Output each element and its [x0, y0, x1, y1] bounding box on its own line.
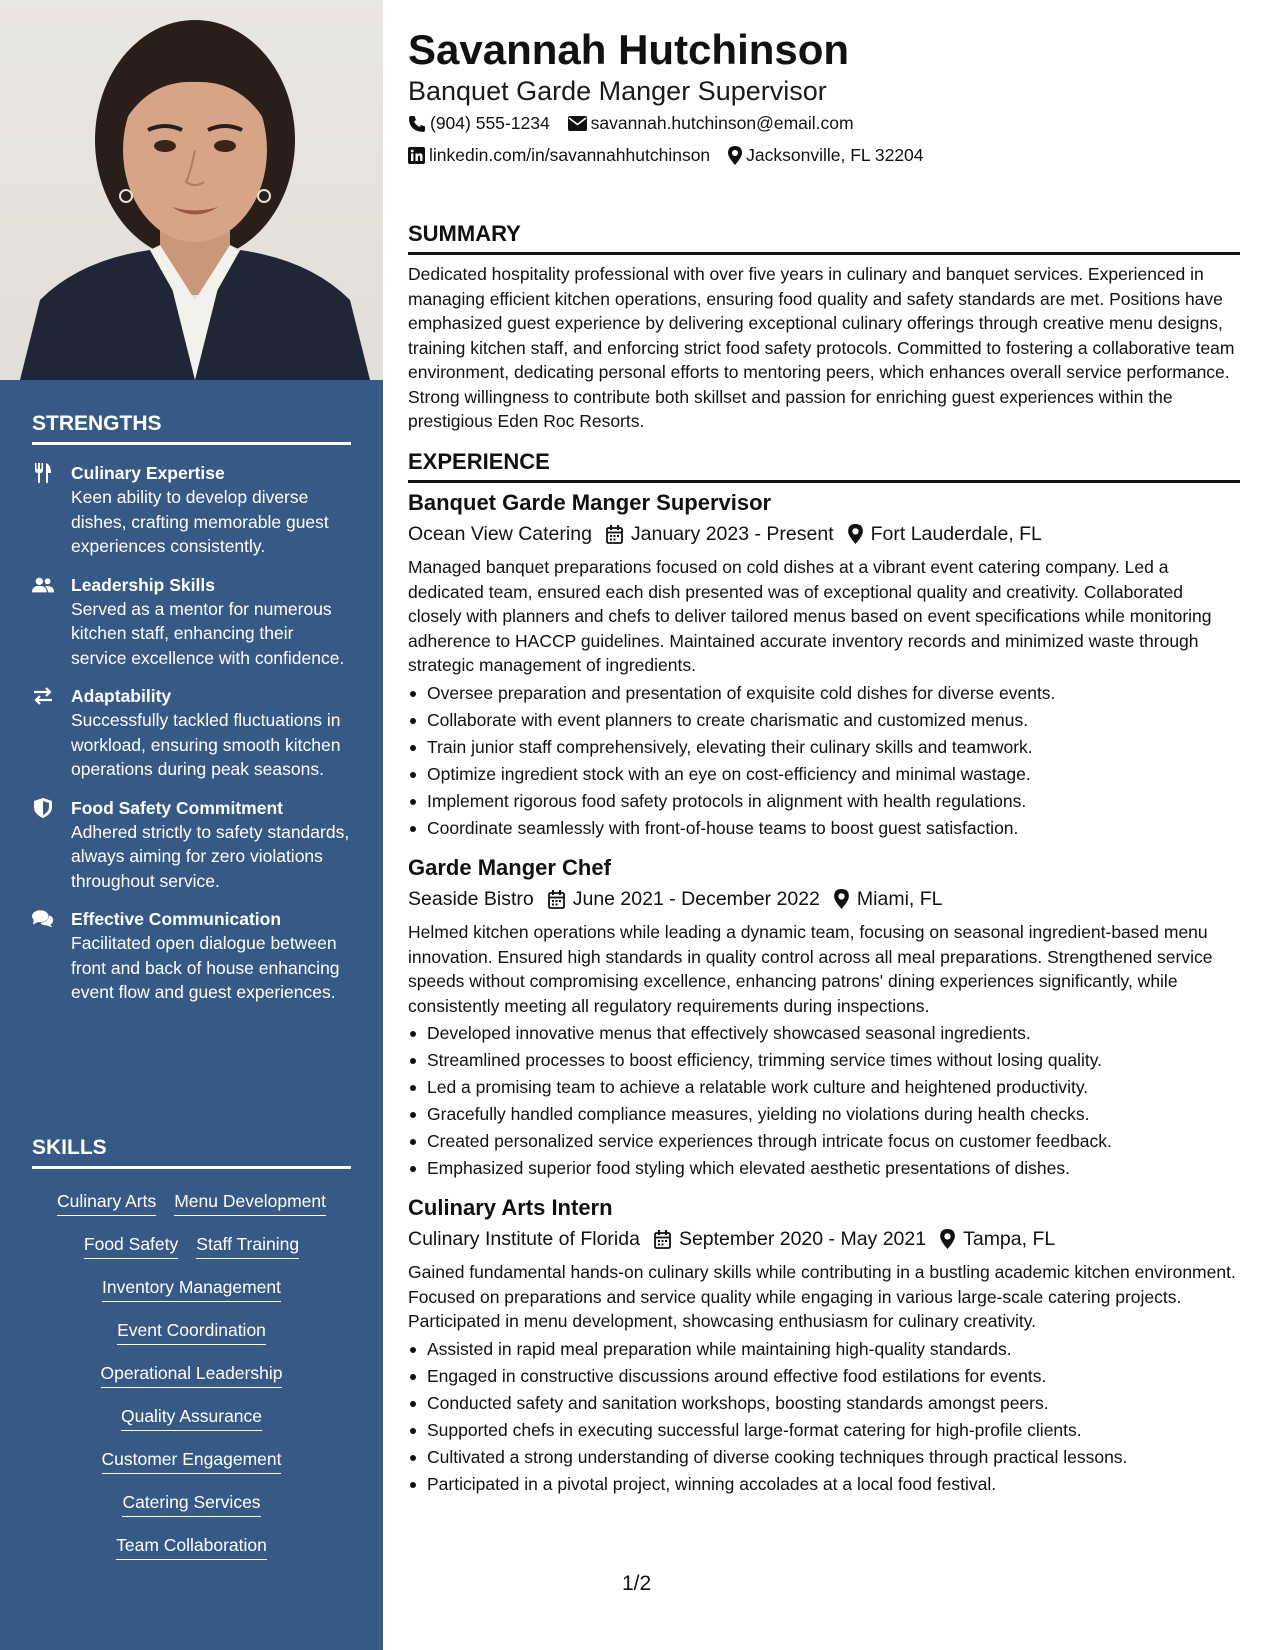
job-meta: [408, 520, 1240, 548]
bullet-item: Assisted in rapid meal preparation while maintaining high-quality standards.: [408, 1336, 1240, 1363]
job-company: Ocean View Catering: [408, 523, 592, 545]
job-location: Miami, FL: [856, 888, 943, 910]
phone-item: [408, 113, 550, 134]
bullet-item: Train junior staff comprehensively, elevating their culinary skills and teamwork.: [408, 734, 1240, 761]
experience-heading: EXPERIENCE: [408, 449, 1240, 483]
users-icon: [32, 575, 54, 595]
strength-title: Leadership Skills: [71, 574, 215, 595]
job-entry: [408, 1194, 1240, 1498]
linkedin-text[interactable]: linkedin.com/in/savannahhutchinson: [429, 145, 711, 165]
strength-title: Adaptability: [71, 686, 172, 706]
strength-item: [32, 461, 351, 559]
strength-title: Culinary Expertise: [71, 463, 225, 483]
job-position: Banquet Garde Manger Supervisor: [408, 490, 772, 515]
map-pin-icon: [940, 1229, 955, 1249]
strength-desc: Successfully tackled fluctuations in workload, ensuring smooth kitchen operations during peak seasons.: [71, 710, 341, 779]
strength-desc: Keen ability to develop diverse dishes, crafting memorable guest experiences consistently.: [71, 487, 329, 556]
strength-desc: Adhered strictly to safety standards, always aiming for zero violations throughout service.: [71, 821, 350, 891]
strength-title: Effective Communication: [71, 909, 282, 929]
job-bullets: [408, 1336, 1240, 1498]
location-text: Jacksonville, FL 32204: [746, 145, 924, 165]
job-description: Managed banquet preparations focused on cold dishes at a vibrant event catering company. Led a dedicated team, ensured each dish presented was of exceptional quality and creativity. Collaborated closely with planners and chefs to deliver tailored menus based on event specifications while monitoring adherence to HACCP guidelines. Maintained accurate inventory records and minimized waste through strategic management of ingredients.: [408, 557, 1212, 675]
skill-tag: Menu Development: [174, 1186, 326, 1216]
linkedin-item[interactable]: [408, 145, 710, 166]
job-company: Culinary Institute of Florida: [408, 1228, 640, 1250]
skill-tag: Quality Assurance: [121, 1401, 262, 1431]
job-location: Fort Lauderdale, FL: [870, 523, 1042, 545]
bullet-item: Streamlined processes to boost efficiency, trimming service times without losing quality.: [408, 1047, 1240, 1074]
skills-heading: SKILLS: [32, 1136, 351, 1169]
shield-icon: [32, 798, 54, 818]
bullet-item: Coordinate seamlessly with front-of-house teams to boost guest satisfaction.: [408, 815, 1240, 842]
location-item: [728, 145, 923, 166]
profile-photo: [0, 0, 383, 380]
skill-tag: Team Collaboration: [116, 1530, 267, 1560]
bullet-item: Supported chefs in executing successful large-format catering for high-profile clients.: [408, 1417, 1240, 1444]
job-bullets: [408, 680, 1240, 842]
strengths-section: [32, 412, 351, 1005]
skills-section: [32, 1136, 351, 1568]
map-pin-icon: [728, 146, 742, 165]
job-description: Helmed kitchen operations while leading a dynamic team, focusing on seasonal ingredient-based menu innovation. Ensured high standards in quality control across all meal preparations. Strengthened service speeds without compromising excellence, enhancing patrons' dining experiences significantly, while consistently meeting all regulatory requirements during inspections.: [408, 922, 1213, 1016]
linkedin-icon: [408, 147, 425, 164]
job-meta: [408, 1225, 1240, 1253]
contact-row-2: [408, 145, 942, 166]
bullet-item: Led a promising team to achieve a relatable work culture and heightened productivity.: [408, 1074, 1240, 1101]
job-description: Gained fundamental hands-on culinary skills while contributing in a bustling academic kitchen environment. Focused on preparations and service quality while engaging in various large-scale catering projects. Participated in menu development, showcasing enthusiasm for culinary creativity.: [408, 1262, 1236, 1331]
calendar-icon: [548, 890, 565, 909]
skill-tag: Inventory Management: [102, 1272, 281, 1302]
bullet-item: Implement rigorous food safety protocols in alignment with health regulations.: [408, 788, 1240, 815]
job-position: Culinary Arts Intern: [408, 1195, 613, 1220]
strength-item: [32, 573, 351, 671]
bullet-item: Participated in a pivotal project, winning accolades at a local food festival.: [408, 1471, 1240, 1498]
bullet-item: Developed innovative menus that effectively showcased seasonal ingredients.: [408, 1020, 1240, 1047]
envelope-icon: [568, 116, 587, 131]
skills-list: [32, 1181, 351, 1568]
sidebar: [0, 0, 383, 1650]
contact-row: [408, 113, 872, 134]
strength-desc: Served as a mentor for numerous kitchen staff, enhancing their service excellence with confidence.: [71, 598, 345, 668]
bullet-item: Oversee preparation and presentation of exquisite cold dishes for diverse events.: [408, 680, 1240, 707]
strength-item: [32, 684, 351, 782]
phone-icon: [408, 115, 426, 133]
job-dates-item: [654, 1225, 926, 1253]
job-dates: June 2021 - December 2022: [572, 888, 820, 910]
skill-tag: Event Coordination: [117, 1315, 266, 1345]
job-dates-item: [606, 520, 834, 548]
job-position: Garde Manger Chef: [408, 855, 611, 880]
skill-tag: Catering Services: [122, 1487, 260, 1517]
bullet-item: Emphasized superior food styling which elevated aesthetic presentations of dishes.: [408, 1155, 1240, 1182]
person-name: Savannah Hutchinson: [408, 26, 850, 73]
job-location: Tampa, FL: [963, 1228, 1056, 1250]
utensils-icon: [32, 463, 54, 483]
job-dates-item: [548, 885, 820, 913]
map-pin-icon: [848, 524, 863, 544]
strength-item: [32, 796, 351, 894]
skill-tag: Staff Training: [196, 1229, 299, 1259]
email-item[interactable]: [568, 113, 854, 134]
skill-tag: Customer Engagement: [102, 1444, 282, 1474]
bullet-item: Engaged in constructive discussions around effective food estilations for events.: [408, 1363, 1240, 1390]
calendar-icon: [606, 525, 623, 544]
bullet-item: Collaborate with event planners to create charismatic and customized menus.: [408, 707, 1240, 734]
arrows-swap-icon: [32, 686, 54, 706]
strength-desc: Facilitated open dialogue between front and back of house enhancing event flow and guest experiences.: [71, 933, 340, 1002]
strengths-heading: STRENGTHS: [32, 412, 351, 445]
job-dates: September 2020 - May 2021: [678, 1228, 927, 1250]
strength-item: [32, 907, 351, 1005]
bullet-item: Conducted safety and sanitation workshops, boosting standards amongst peers.: [408, 1390, 1240, 1417]
job-entry: [408, 489, 1240, 842]
email-text[interactable]: savannah.hutchinson@email.com: [590, 113, 854, 133]
calendar-icon: [654, 1230, 671, 1249]
job-meta: [408, 885, 1240, 913]
bullet-item: Gracefully handled compliance measures, yielding no violations during health checks.: [408, 1101, 1240, 1128]
skill-tag: Food Safety: [84, 1229, 178, 1259]
portrait-image: [0, 0, 383, 380]
job-dates: January 2023 - Present: [630, 523, 834, 545]
job-location-item: [834, 885, 943, 913]
summary-heading: SUMMARY: [408, 221, 1240, 255]
job-company: Seaside Bistro: [408, 888, 534, 910]
job-location-item: [940, 1225, 1055, 1253]
job-entry: [408, 854, 1240, 1182]
summary-text: Dedicated hospitality professional with over five years in culinary and banquet services. Experienced in managing efficient kitchen operations, ensuring food quality and safety standards are met. Positions have emphasized guest experience by delivering exceptional culinary offerings through creative menu designs, training kitchen staff, and enforcing strict food safety protocols. Committed to fostering a collaborative team environment, dedicating personal efforts to mentoring peers, which enhances overall service performance. Strong willingness to contribute both skillset and passion for enriching guest experiences within the prestigious Eden Roc Resorts.: [408, 264, 1235, 431]
map-pin-icon: [834, 889, 849, 909]
skill-tag: Operational Leadership: [101, 1358, 283, 1388]
skill-tag: Culinary Arts: [57, 1186, 156, 1216]
job-location-item: [848, 520, 1042, 548]
job-bullets: [408, 1020, 1240, 1182]
phone-text: (904) 555-1234: [430, 113, 550, 133]
job-title-headline: Banquet Garde Manger Supervisor: [408, 76, 827, 106]
strength-title: Food Safety Commitment: [71, 797, 283, 818]
bullet-item: Created personalized service experiences through intricate focus on customer feedback.: [408, 1128, 1240, 1155]
bullet-item: Cultivated a strong understanding of diverse cooking techniques through practical lessons.: [408, 1444, 1240, 1471]
bullet-item: Optimize ingredient stock with an eye on cost-efficiency and minimal wastage.: [408, 761, 1240, 788]
comments-icon: [32, 909, 54, 929]
page-number: 1/2: [622, 1572, 652, 1595]
